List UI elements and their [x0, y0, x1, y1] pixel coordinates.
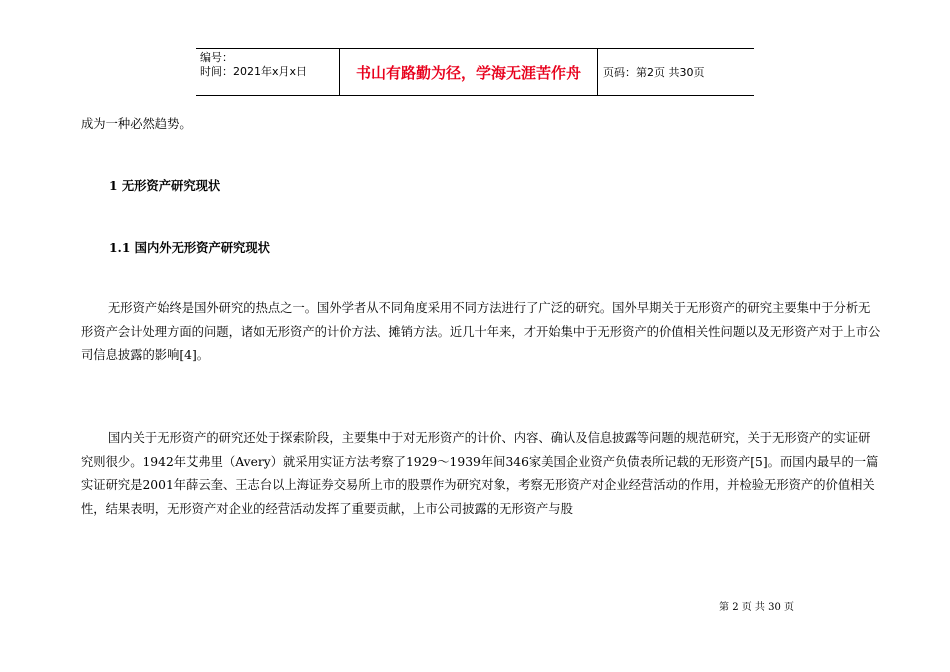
section-heading: 1 无形资产研究现状	[109, 178, 221, 193]
continuation-text: 成为一种必然趋势。	[81, 117, 192, 131]
header-page-code: 页码：第2页 共30页	[603, 66, 705, 79]
header-motto-cell	[340, 49, 598, 95]
page-footer: 第 2 页 共 30 页	[719, 602, 794, 613]
paragraph-domestic-research: 国内关于无形资产的研究还处于探索阶段，主要集中于对无形资产的计价、内容、确认及信息披露等问题的规范研究，关于无形资产的实证研究则很少。1942年艾弗里（Avery）就采用实证方法考察了1929～1939年间346家美国企业资产负债表所记载的无形资产[5]。而国内最早的一篇实证研究是2001年薛云奎、王志台以上海证券交易所上市的股票作为研究对象，考察无形资产对企业经营活动的作用，并检验无形资产的价值相关性，结果表明，无形资产对企业的经营活动发挥了重要贡献，上市公司披露的无形资产与股	[81, 431, 879, 516]
header-page-cell	[598, 49, 754, 95]
date-label: 时间：2021年x月x日	[200, 65, 308, 78]
header-meta-cell	[196, 49, 340, 95]
page-header	[196, 48, 754, 96]
paragraph-foreign-research: 无形资产始终是国外研究的热点之一。国外学者从不同角度采用不同方法进行了广泛的研究。国外早期关于无形资产的研究主要集中于分析无形资产会计处理方面的问题，诸如无形资产的计价方法、摊销方法。近几十年来，才开始集中于无形资产的价值相关性问题以及无形资产对于上市公司信息披露的影响[4]。	[81, 301, 881, 362]
serial-number-label: 编号：	[200, 51, 233, 64]
header-motto: 书山有路勤为径，学海无涯苦作舟	[355, 63, 581, 82]
subsection-heading: 1.1 国内外无形资产研究现状	[109, 240, 270, 255]
